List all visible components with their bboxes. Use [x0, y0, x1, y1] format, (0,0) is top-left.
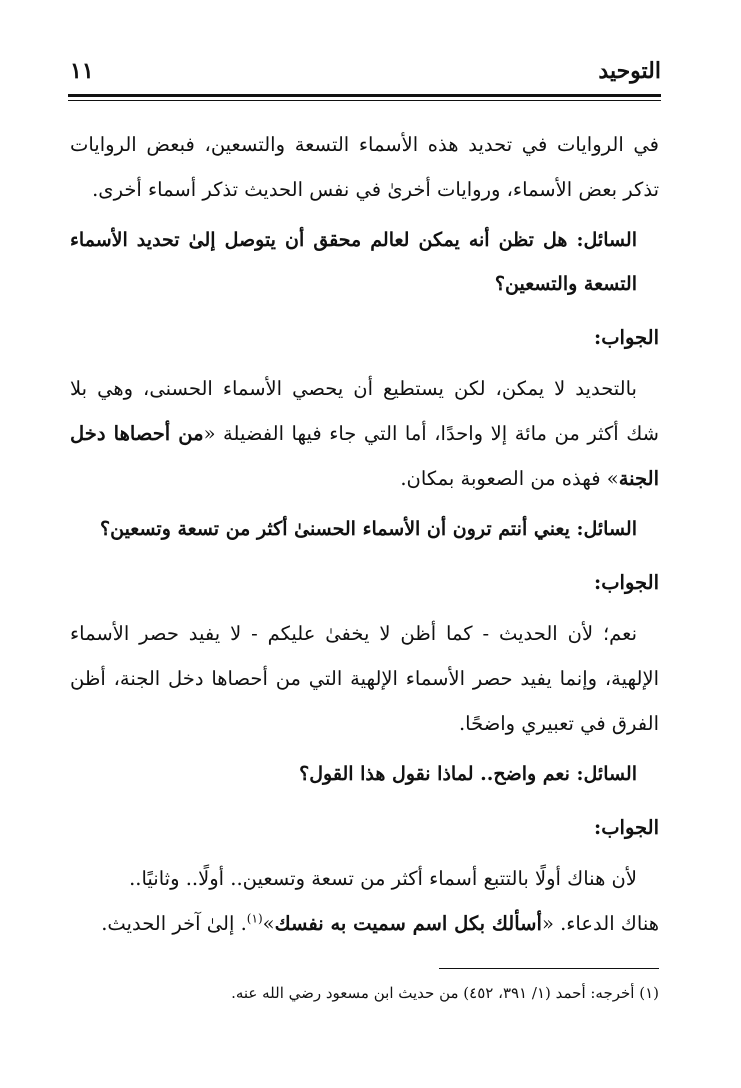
footnote: (١) أخرجه: أحمد (١/ ٣٩١، ٤٥٢) من حديث ابن مسعود رضي الله عنه.: [231, 984, 659, 1002]
question-2: السائل: يعني أنتم ترون أن الأسماء الحسنىٰ أكثر من تسعة وتسعين؟: [100, 518, 637, 540]
intro-paragraph: في الروايات في تحديد هذه الأسماء التسعة والتسعين، فبعض الروايات تذكر بعض الأسماء، وروايات أخرىٰ في نفس الحديث تذكر أسماء أخرى.: [70, 133, 659, 201]
answer-3-line-1: لأن هناك أولًا بالتتبع أسماء أكثر من تسعة وتسعين.. أولًا.. وثانيًا..: [129, 867, 637, 890]
answer-1-hadith-quote: من أحصاها دخل الجنة: [70, 422, 659, 490]
answer-1-text-after: » فهذه من الصعوبة بمكان.: [400, 467, 619, 490]
footnote-reference[interactable]: (١): [246, 911, 263, 926]
question-1: السائل: هل تظن أنه يمكن لعالم محقق أن يتوصل إلىٰ تحديد الأسماء التسعة والتسعين؟: [70, 229, 637, 295]
page-header: [70, 58, 661, 88]
answer-3-line-2: [70, 901, 659, 946]
page-body: [70, 122, 659, 946]
answer-3-text-after: . إلىٰ آخر الحديث.: [101, 912, 247, 935]
footnote-separator: [439, 968, 659, 969]
header-rule-thick: [68, 94, 661, 97]
header-rule-thin: [68, 100, 661, 101]
answer-2-paragraph: نعم؛ لأن الحديث - كما أظن لا يخفىٰ عليكم - لا يفيد حصر الأسماء الإلهية، وإنما يفيد حصر الأسماء الإلهية التي من أحصاها دخل الجنة، أظن الفرق في تعبيري واضحًا.: [70, 622, 659, 735]
answer-3-label: الجواب:: [594, 816, 659, 839]
answer-2-label: الجواب:: [594, 571, 659, 594]
page-number: ١١: [70, 58, 94, 84]
answer-3-text-before: هناك الدعاء. «: [541, 912, 659, 935]
answer-3-dua-quote: أسألك بكل اسم سميت به نفسك: [274, 912, 542, 935]
answer-1-label: الجواب:: [594, 326, 659, 349]
answer-3-quote-close: »: [262, 912, 275, 935]
answer-1-paragraph: [70, 366, 659, 501]
running-title: التوحيد: [598, 58, 661, 84]
question-3: السائل: نعم واضح.. لماذا نقول هذا القول؟: [299, 763, 637, 785]
answer-1-text-before: بالتحديد لا يمكن، لكن يستطيع أن يحصي الأسماء الحسنى، وهي بلا شك أكثر من مائة إلا واحدًا، أما التي جاء فيها الفضيلة «: [70, 377, 659, 445]
